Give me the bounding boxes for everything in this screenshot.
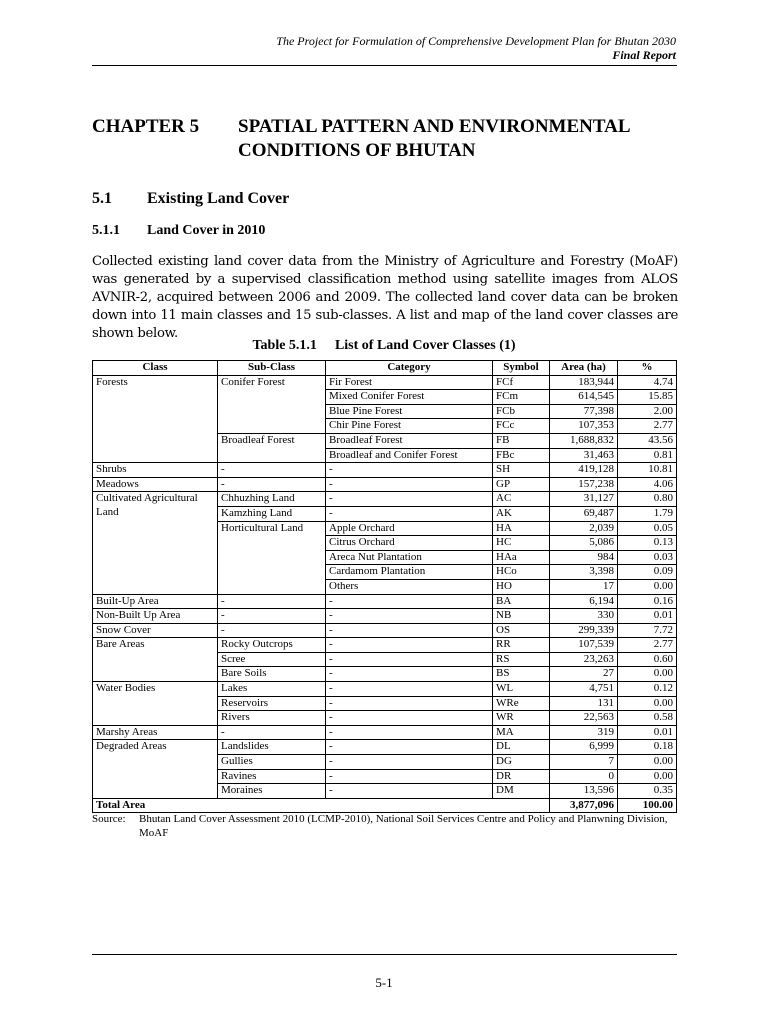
category-cell: - (326, 652, 493, 667)
class-cell: Shrubs (93, 463, 218, 478)
subclass-cell: Kamzhing Land (218, 506, 326, 521)
section-title: Existing Land Cover (147, 190, 290, 207)
percent-cell: 0.00 (618, 667, 677, 682)
percent-cell: 0.81 (618, 448, 677, 463)
subclass-cell: Reservoirs (218, 696, 326, 711)
area-cell: 13,596 (550, 784, 618, 799)
percent-cell: 7.72 (618, 623, 677, 638)
subclass-cell: Scree (218, 652, 326, 667)
running-header-report: Final Report (612, 48, 676, 62)
body-paragraph: Collected existing land cover data from the Ministry of Agriculture and Forestry (MoAF) was generated by a supervised classification method using satellite images from ALOS AVNIR-2, acquired between 2006 and 2009. The collected land cover data can be broken down into 11 main classes and 15 sub-classes. A list and map of the land cover classes are shown below. (92, 254, 678, 341)
section-heading (92, 190, 290, 208)
category-cell: - (326, 492, 493, 507)
area-cell: 1,688,832 (550, 433, 618, 448)
symbol-cell: WR (493, 711, 550, 726)
section-number: 5.1 (92, 190, 112, 207)
area-cell: 27 (550, 667, 618, 682)
symbol-cell: FCf (493, 375, 550, 390)
subclass-cell: - (218, 477, 326, 492)
land-cover-table (92, 360, 677, 813)
symbol-cell: DL (493, 740, 550, 755)
category-cell: Mixed Conifer Forest (326, 390, 493, 405)
chapter-number: CHAPTER 5 (92, 116, 200, 137)
area-cell: 319 (550, 725, 618, 740)
subclass-cell: Gullies (218, 755, 326, 770)
subsection-heading (92, 223, 266, 239)
area-cell: 69,487 (550, 506, 618, 521)
subclass-cell: Broadleaf Forest (218, 433, 326, 462)
area-cell: 2,039 (550, 521, 618, 536)
percent-cell: 2.00 (618, 404, 677, 419)
subclass-cell: Horticultural Land (218, 521, 326, 594)
symbol-cell: HCo (493, 565, 550, 580)
category-cell: - (326, 740, 493, 755)
category-cell: - (326, 682, 493, 697)
category-cell: Others (326, 579, 493, 594)
percent-cell: 0.60 (618, 652, 677, 667)
class-cell: Meadows (93, 477, 218, 492)
area-cell: 31,127 (550, 492, 618, 507)
category-cell: Citrus Orchard (326, 536, 493, 551)
symbol-cell: HA (493, 521, 550, 536)
symbol-cell: AC (493, 492, 550, 507)
footer-divider (92, 954, 677, 955)
total-percent: 100.00 (618, 798, 677, 813)
area-cell: 107,353 (550, 419, 618, 434)
class-cell: Built-Up Area (93, 594, 218, 609)
symbol-cell: NB (493, 609, 550, 624)
symbol-cell: DR (493, 769, 550, 784)
category-cell: - (326, 667, 493, 682)
chapter-title: SPATIAL PATTERN AND ENVIRONMENTAL CONDITIONS OF BHUTAN (238, 116, 630, 161)
category-cell: Blue Pine Forest (326, 404, 493, 419)
percent-cell: 0.00 (618, 769, 677, 784)
symbol-cell: FCc (493, 419, 550, 434)
class-cell: Cultivated Agricultural Land (93, 492, 218, 594)
percent-cell: 2.77 (618, 638, 677, 653)
symbol-cell: DM (493, 784, 550, 799)
symbol-cell: SH (493, 463, 550, 478)
percent-cell: 43.56 (618, 433, 677, 448)
table-row (93, 623, 677, 638)
percent-cell: 1.79 (618, 506, 677, 521)
area-cell: 131 (550, 696, 618, 711)
subclass-cell: Landslides (218, 740, 326, 755)
table-row (93, 492, 677, 507)
percent-cell: 2.77 (618, 419, 677, 434)
symbol-cell: BA (493, 594, 550, 609)
subsection-number: 5.1.1 (92, 223, 120, 238)
subclass-cell: Ravines (218, 769, 326, 784)
table-row (93, 375, 677, 390)
table-row (93, 609, 677, 624)
symbol-cell: MA (493, 725, 550, 740)
category-cell: Broadleaf Forest (326, 433, 493, 448)
percent-cell: 4.06 (618, 477, 677, 492)
class-cell: Bare Areas (93, 638, 218, 682)
header-symbol: Symbol (493, 361, 550, 376)
percent-cell: 0.16 (618, 594, 677, 609)
header-percent: % (618, 361, 677, 376)
symbol-cell: OS (493, 623, 550, 638)
percent-cell: 4.74 (618, 375, 677, 390)
category-cell: - (326, 609, 493, 624)
table-caption-number: Table 5.1.1 (252, 338, 317, 353)
class-cell: Water Bodies (93, 682, 218, 726)
symbol-cell: HAa (493, 550, 550, 565)
area-cell: 7 (550, 755, 618, 770)
table-row (93, 463, 677, 478)
subclass-cell: Moraines (218, 784, 326, 799)
category-cell: Areca Nut Plantation (326, 550, 493, 565)
area-cell: 183,944 (550, 375, 618, 390)
percent-cell: 10.81 (618, 463, 677, 478)
total-area: 3,877,096 (550, 798, 618, 813)
table-row (93, 682, 677, 697)
percent-cell: 0.00 (618, 579, 677, 594)
category-cell: - (326, 696, 493, 711)
subclass-cell: - (218, 623, 326, 638)
category-cell: - (326, 506, 493, 521)
table-row (93, 638, 677, 653)
category-cell: Chir Pine Forest (326, 419, 493, 434)
table-row (93, 594, 677, 609)
category-cell: - (326, 769, 493, 784)
page-number: 5-1 (375, 975, 393, 990)
symbol-cell: RR (493, 638, 550, 653)
category-cell: - (326, 477, 493, 492)
subclass-cell: Lakes (218, 682, 326, 697)
percent-cell: 0.12 (618, 682, 677, 697)
symbol-cell: HO (493, 579, 550, 594)
running-header-title: The Project for Formulation of Comprehensive Development Plan for Bhutan 2030 (276, 34, 676, 48)
area-cell: 3,398 (550, 565, 618, 580)
area-cell: 22,563 (550, 711, 618, 726)
percent-cell: 0.18 (618, 740, 677, 755)
area-cell: 23,263 (550, 652, 618, 667)
category-cell: - (326, 755, 493, 770)
percent-cell: 0.01 (618, 725, 677, 740)
header-category: Category (326, 361, 493, 376)
table-row (93, 740, 677, 755)
percent-cell: 0.01 (618, 609, 677, 624)
symbol-cell: DG (493, 755, 550, 770)
area-cell: 614,545 (550, 390, 618, 405)
area-cell: 77,398 (550, 404, 618, 419)
area-cell: 299,339 (550, 623, 618, 638)
category-cell: - (326, 638, 493, 653)
symbol-cell: GP (493, 477, 550, 492)
symbol-cell: BS (493, 667, 550, 682)
area-cell: 984 (550, 550, 618, 565)
category-cell: - (326, 463, 493, 478)
symbol-cell: WL (493, 682, 550, 697)
class-cell: Marshy Areas (93, 725, 218, 740)
symbol-cell: RS (493, 652, 550, 667)
symbol-cell: FCm (493, 390, 550, 405)
area-cell: 5,086 (550, 536, 618, 551)
class-cell: Forests (93, 375, 218, 463)
area-cell: 6,194 (550, 594, 618, 609)
area-cell: 419,128 (550, 463, 618, 478)
header-subclass: Sub-Class (218, 361, 326, 376)
class-cell: Snow Cover (93, 623, 218, 638)
category-cell: - (326, 711, 493, 726)
symbol-cell: FB (493, 433, 550, 448)
area-cell: 157,238 (550, 477, 618, 492)
source-text: Bhutan Land Cover Assessment 2010 (LCMP-2010), National Soil Services Centre and Policy and Planwning Division, MoAF (139, 813, 668, 839)
subclass-cell: - (218, 594, 326, 609)
header-area: Area (ha) (550, 361, 618, 376)
symbol-cell: FCb (493, 404, 550, 419)
table-row (93, 477, 677, 492)
symbol-cell: HC (493, 536, 550, 551)
table-caption (92, 338, 676, 354)
area-cell: 4,751 (550, 682, 618, 697)
subclass-cell: Rivers (218, 711, 326, 726)
category-cell: - (326, 725, 493, 740)
percent-cell: 0.35 (618, 784, 677, 799)
area-cell: 107,539 (550, 638, 618, 653)
symbol-cell: WRe (493, 696, 550, 711)
percent-cell: 0.80 (618, 492, 677, 507)
category-cell: Cardamom Plantation (326, 565, 493, 580)
symbol-cell: FBc (493, 448, 550, 463)
subsection-title: Land Cover in 2010 (147, 223, 266, 238)
subclass-cell: Bare Soils (218, 667, 326, 682)
subclass-cell: Chhuzhing Land (218, 492, 326, 507)
table-header-row (93, 361, 677, 376)
total-label: Total Area (93, 798, 550, 813)
percent-cell: 0.05 (618, 521, 677, 536)
table-caption-title: List of Land Cover Classes (1) (334, 338, 516, 353)
class-cell: Non-Built Up Area (93, 609, 218, 624)
category-cell: - (326, 784, 493, 799)
category-cell: Broadleaf and Conifer Forest (326, 448, 493, 463)
class-cell: Degraded Areas (93, 740, 218, 798)
table-row (93, 725, 677, 740)
subclass-cell: Conifer Forest (218, 375, 326, 433)
category-cell: Apple Orchard (326, 521, 493, 536)
area-cell: 6,999 (550, 740, 618, 755)
header-class: Class (93, 361, 218, 376)
area-cell: 17 (550, 579, 618, 594)
category-cell: Fir Forest (326, 375, 493, 390)
subclass-cell: Rocky Outcrops (218, 638, 326, 653)
percent-cell: 15.85 (618, 390, 677, 405)
percent-cell: 0.09 (618, 565, 677, 580)
category-cell: - (326, 623, 493, 638)
percent-cell: 0.03 (618, 550, 677, 565)
header-divider (92, 65, 677, 66)
symbol-cell: AK (493, 506, 550, 521)
subclass-cell: - (218, 725, 326, 740)
subclass-cell: - (218, 463, 326, 478)
source-label: Source: (92, 813, 126, 825)
percent-cell: 0.00 (618, 696, 677, 711)
area-cell: 31,463 (550, 448, 618, 463)
area-cell: 0 (550, 769, 618, 784)
area-cell: 330 (550, 609, 618, 624)
subclass-cell: - (218, 609, 326, 624)
total-row (93, 798, 677, 813)
percent-cell: 0.13 (618, 536, 677, 551)
category-cell: - (326, 594, 493, 609)
percent-cell: 0.58 (618, 711, 677, 726)
percent-cell: 0.00 (618, 755, 677, 770)
